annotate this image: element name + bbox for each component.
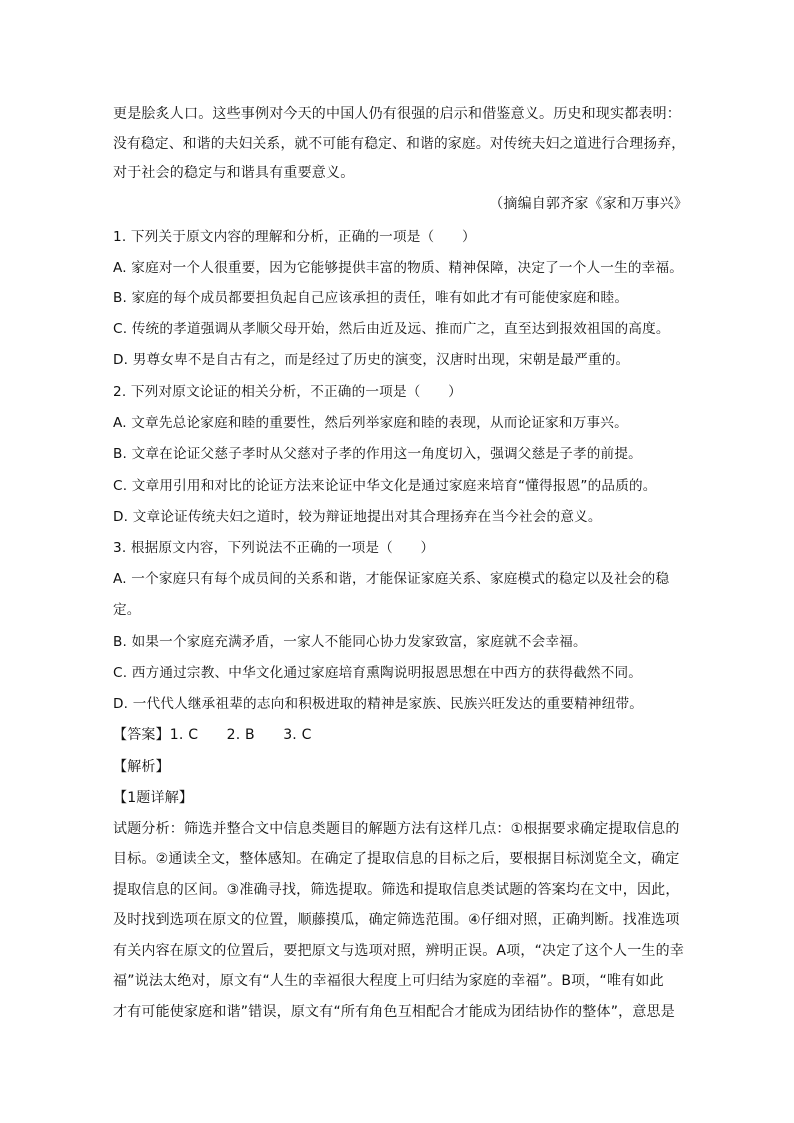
passage-line: 对于社会的稳定与和谐具有重要意义。 xyxy=(113,165,355,181)
question-1-stem: 1. 下列关于原文内容的理解和分析，正确的一项是（ ） xyxy=(113,229,476,245)
analysis-line: 才有可能使家庭和谐”错误，原文有“所有角色互相配合才能成为团结协作的整体”，意思是 xyxy=(113,1004,675,1020)
question-3-option-c: C. 西方通过宗教、中华文化通过家庭培育熏陶说明报恩思想在中西方的获得截然不同。 xyxy=(113,665,643,681)
question-3-option-a-cont: 定。 xyxy=(113,602,141,618)
question-3-option-a: A. 一个家庭只有每个成员间的关系和谐，才能保证家庭关系、家庭模式的稳定以及社会的稳 xyxy=(113,571,670,587)
question-2-option-c: C. 文章用引用和对比的论证方法来论证中华文化是通过家庭来培育“懂得报恩”的品质的。 xyxy=(113,478,657,494)
detail-heading: 【1题详解】 xyxy=(113,790,194,806)
analysis-line: 福”说法太绝对，原文有“人生的幸福很大程度上可归结为家庭的幸福”。B项，“唯有如此 xyxy=(113,973,664,989)
passage-line: 没有稳定、和谐的夫妇关系，就不可能有稳定、和谐的家庭。对传统夫妇之道进行合理扬弃， xyxy=(113,136,686,152)
analysis-line: 有关内容在原文的位置后，要把原文与选项对照，辨明正误。A项，“决定了这个人一生的幸 xyxy=(113,943,685,959)
question-1-option-d: D. 男尊女卑不是自古有之，而是经过了历史的演变，汉唐时出现，宋朝是最严重的。 xyxy=(113,352,630,368)
analysis-line: 提取信息的区间。③准确寻找，筛选提取。筛选和提取信息类试题的答案均在文中，因此， xyxy=(113,882,680,898)
question-2-option-a: A. 文章先总论家庭和睦的重要性，然后列举家庭和睦的表现，从而论证家和万事兴。 xyxy=(113,415,628,431)
analysis-line: 及时找到选项在原文的位置，顺藤摸瓜，确定筛选范围。④仔细对照，正确判断。找准选项 xyxy=(113,912,680,928)
question-1-option-b: B. 家庭的每个成员都要担负起自己应该承担的责任，唯有如此才有可能使家庭和睦。 xyxy=(113,290,629,306)
question-1-option-a: A. 家庭对一个人很重要，因为它能够提供丰富的物质、精神保障，决定了一个人一生的幸福。 xyxy=(113,260,684,276)
question-2-stem: 2. 下列对原文论证的相关分析，不正确的一项是（ ） xyxy=(113,384,462,400)
question-2-option-b: B. 文章在论证父慈子孝时从父慈对子孝的作用这一角度切入，强调父慈是子孝的前提。 xyxy=(113,446,642,462)
analysis-line: 试题分析：筛选并整合文中信息类题目的解题方法有这样几点：①根据要求确定提取信息的 xyxy=(113,821,680,837)
passage-source: （摘编自郭齐家《家和万事兴》 xyxy=(489,196,688,212)
passage-line: 更是脍炙人口。这些事例对今天的中国人仍有很强的启示和借鉴意义。历史和现实都表明： xyxy=(113,106,681,122)
question-3-stem: 3. 根据原文内容，下列说法不正确的一项是（ ） xyxy=(113,540,435,556)
question-3-option-d: D. 一代代人继承祖辈的志向和积极进取的精神是家族、民族兴旺发达的重要精神纽带。 xyxy=(113,696,644,712)
question-3-option-b: B. 如果一个家庭充满矛盾，一家人不能同心协力发家致富，家庭就不会幸福。 xyxy=(113,634,587,650)
question-2-option-d: D. 文章论证传统夫妇之道时，较为辩证地提出对其合理扬弃在当今社会的意义。 xyxy=(113,509,602,525)
question-1-option-c: C. 传统的孝道强调从孝顺父母开始，然后由近及远、推而广之，直至达到报效祖国的高度。 xyxy=(113,321,670,337)
answer-line: 【答案】1. C 2. B 3. C xyxy=(113,727,312,743)
analysis-heading: 【解析】 xyxy=(113,759,170,775)
analysis-line: 目标。②通读全文，整体感知。在确定了提取信息的目标之后，要根据目标浏览全文，确定 xyxy=(113,851,680,867)
